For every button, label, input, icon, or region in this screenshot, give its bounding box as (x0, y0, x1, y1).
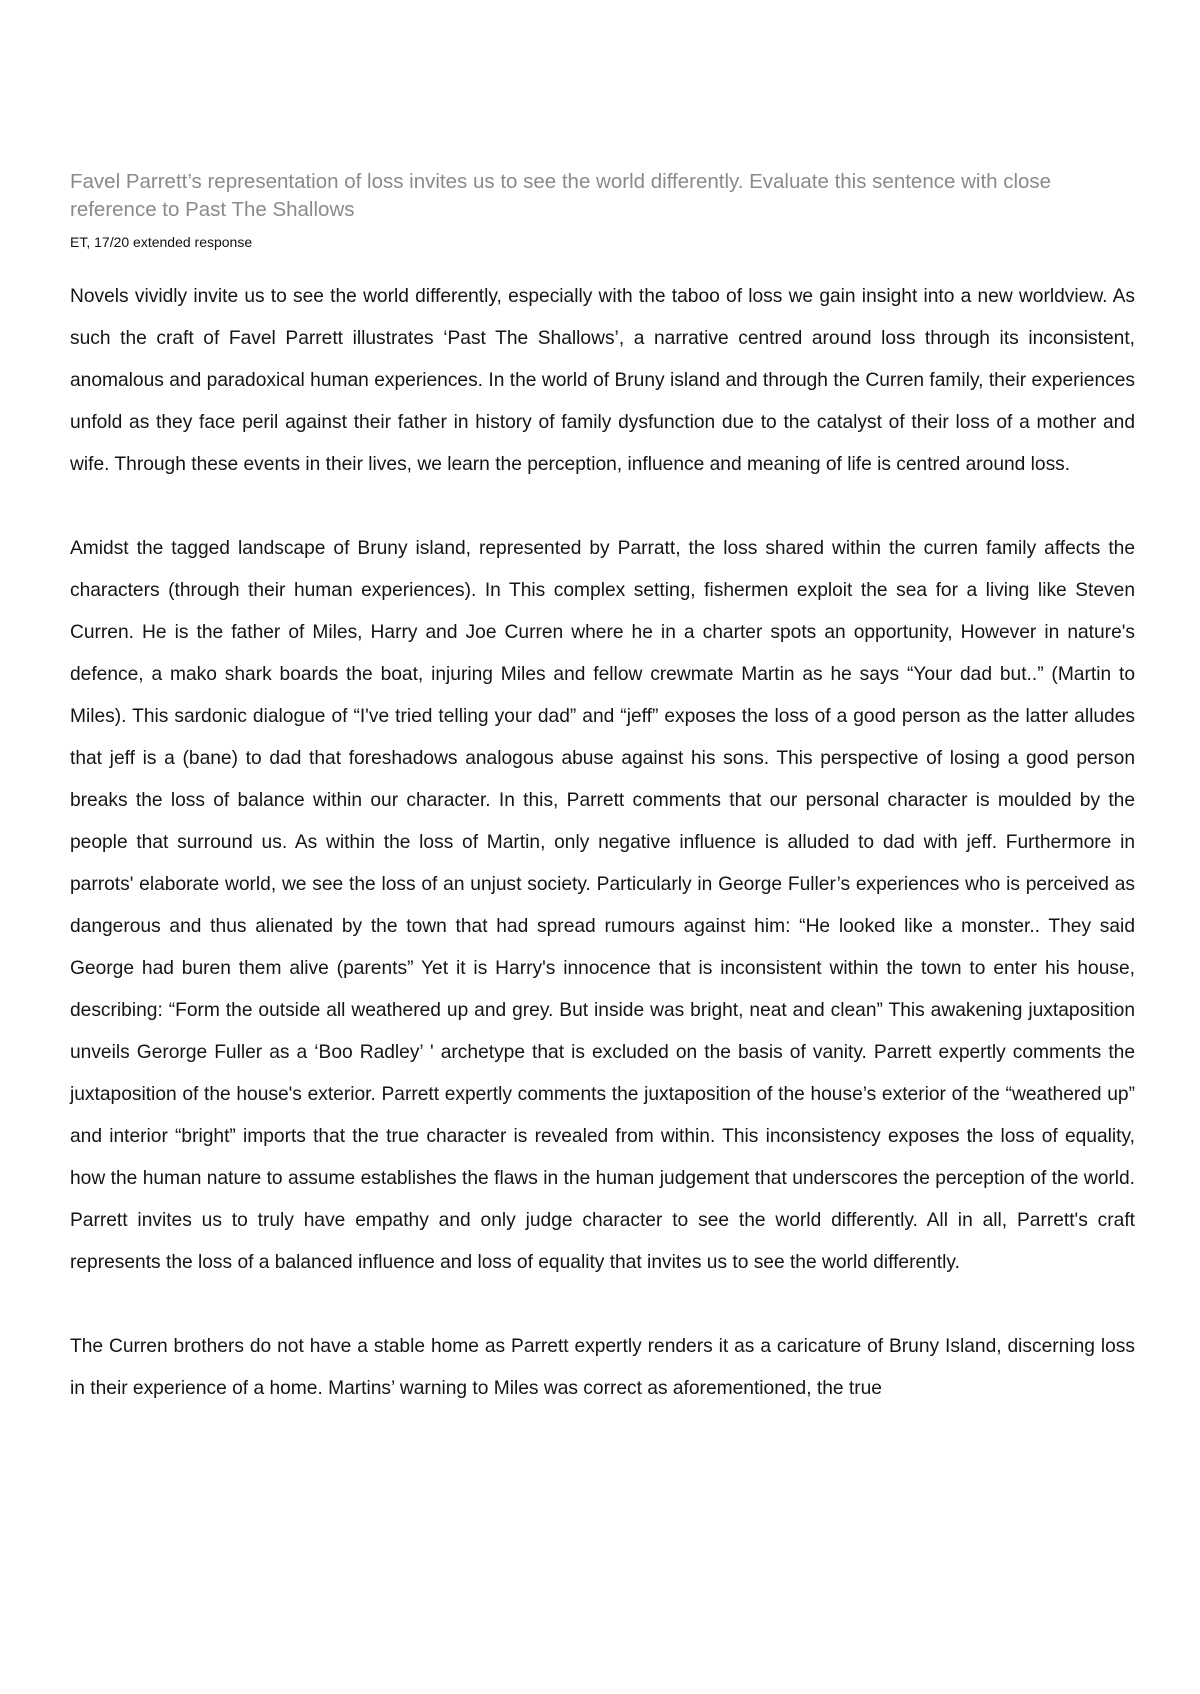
paragraph-body-1: Amidst the tagged landscape of Bruny island, represented by Parratt, the loss shared within the curren family affects the characters (through their human experiences). In This complex setting, fishermen exploit the sea for a living like Steven Curren. He is the father of Miles, Harry and Joe Curren where he in a charter spots an opportunity, However in nature's defence, a mako shark boards the boat, injuring Miles and fellow crewmate Martin as he says “Your dad but..” (Martin to Miles). This sardonic dialogue of “I've tried telling your dad” and “jeff” exposes the loss of a good person as the latter alludes that jeff is a (bane) to dad that foreshadows analogous abuse against his sons. This perspective of losing a good person breaks the loss of balance within our character. In this, Parrett comments that our personal character is moulded by the people that surround us. As within the loss of Martin, only negative influence is alluded to dad with jeff. Furthermore in parrots' elaborate world, we see the loss of an unjust society. Particularly in George Fuller’s experiences who is perceived as dangerous and thus alienated by the town that had spread rumours against him: “He looked like a monster.. They said George had buren them alive (parents” Yet it is Harry's innocence that is inconsistent within the town to enter his house, describing: “Form the outside all weathered up and grey. But inside was bright, neat and clean” This awakening juxtaposition unveils Gerorge Fuller as a ‘Boo Radley’ ' archetype that is excluded on the basis of vanity. Parrett expertly comments the juxtaposition of the house's exterior. Parrett expertly comments the juxtaposition of the house’s exterior of the “weathered up” and interior “bright” imports that the true character is revealed from within. This inconsistency exposes the loss of equality, how the human nature to assume establishes the flaws in the human judgement that underscores the perception of the world. Parrett invites us to truly have empathy and only judge character to see the world differently. All in all, Parrett's craft represents the loss of a balanced influence and loss of equality that invites us to see the world differently. (70, 538, 1135, 1273)
essay-meta-info: ET, 17/20 extended response (70, 234, 253, 250)
document-content (70, 168, 1135, 1410)
essay-question-title: Favel Parrett’s representation of loss invites us to see the world differently. Evaluate this sentence with close reference to Past The Shallows (70, 170, 1052, 221)
paragraph-introduction: Novels vividly invite us to see the world differently, especially with the taboo of loss we gain insight into a new worldview. As such the craft of Favel Parrett illustrates ‘Past The Shallows’, a narrative centred around loss through its inconsistent, anomalous and paradoxical human experiences. In the world of Bruny island and through the Curren family, their experiences unfold as they face peril against their father in history of family dysfunction due to the catalyst of their loss of a mother and wife. Through these events in their lives, we learn the perception, influence and meaning of life is centred around loss. (70, 286, 1135, 475)
paragraph-body-2: The Curren brothers do not have a stable home as Parrett expertly renders it as a caricature of Bruny Island, discerning loss in their experience of a home. Martins’ warning to Miles was correct as aforementioned, the true (70, 1336, 1135, 1399)
